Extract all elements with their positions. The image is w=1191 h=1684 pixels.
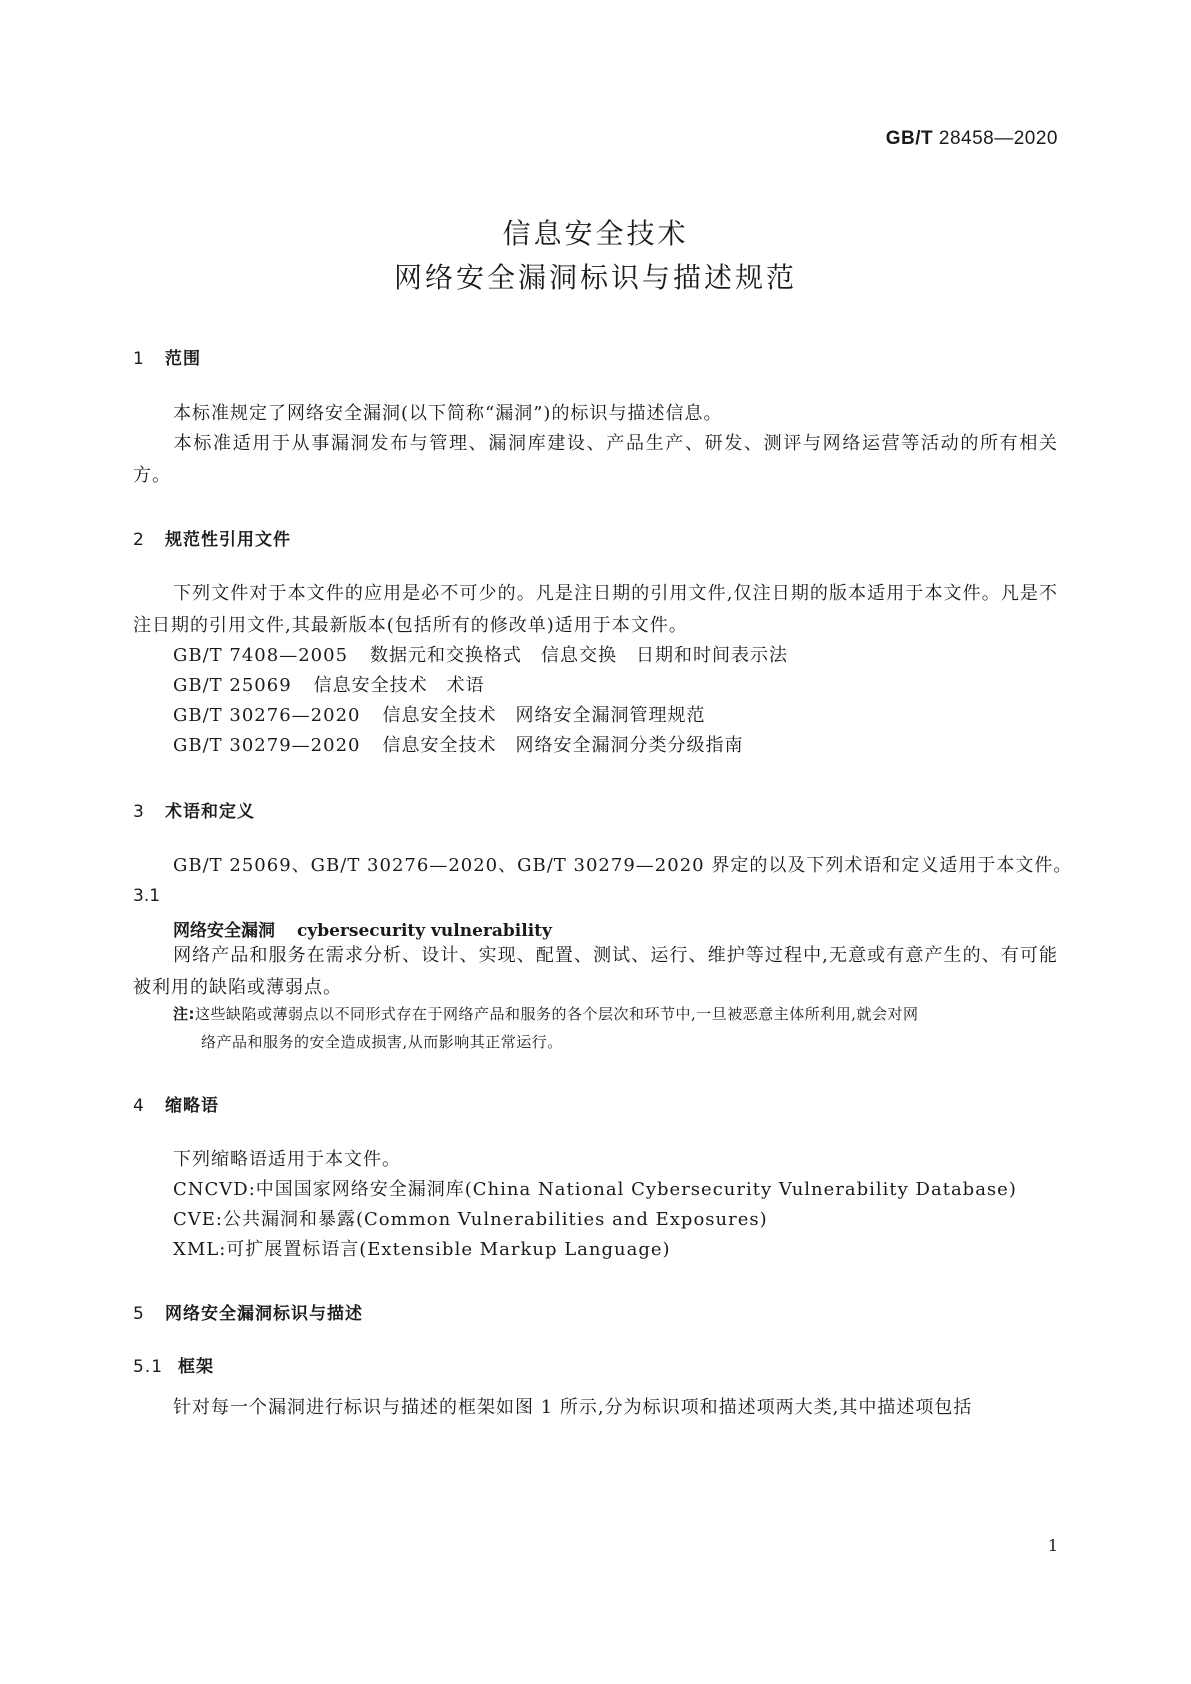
section-4-number: 4 xyxy=(133,1096,145,1116)
term-english: cybersecurity vulnerability xyxy=(297,921,552,941)
section-1-title: 范围 xyxy=(165,349,201,369)
section-1-p1-text: 本标准规定了网络安全漏洞(以下简称“漏洞”)的标识与描述信息。 xyxy=(173,403,723,424)
section-3-title: 术语和定义 xyxy=(165,802,255,822)
section-4-heading xyxy=(133,1091,219,1116)
section-1-paragraph-1 xyxy=(133,398,1058,430)
section-2-intro-text: 下列文件对于本文件的应用是必不可少的。凡是注日期的引用文件,仅注日期的版本适用于本文件。凡是不注日期的引用文件,其最新版本(包括所有的修改单)适用于本文件。 xyxy=(133,583,1058,636)
note-line-1: 这些缺陷或薄弱点以不同形式存在于网络产品和服务的各个层次和环节中,一旦被恶意主体所利用,就会对网 xyxy=(195,1005,919,1023)
ref-4-code: GB/T 30279—2020 xyxy=(173,735,361,756)
page-number: 1 xyxy=(1047,1536,1058,1555)
ref-2-code: GB/T 25069 xyxy=(173,675,292,696)
section-1-paragraph-2 xyxy=(133,428,1058,492)
section-1-p2-text: 本标准适用于从事漏洞发布与管理、漏洞库建设、产品生产、研发、测评与网络运营等活动的所有相关方。 xyxy=(133,433,1058,486)
term-number: 3.1 xyxy=(133,886,161,906)
note-label: 注: xyxy=(173,1005,195,1023)
section-2-title: 规范性引用文件 xyxy=(165,530,291,550)
standard-code xyxy=(886,128,1058,150)
section-5-1-number: 5.1 xyxy=(133,1357,164,1377)
section-5-1-p1-text: 针对每一个漏洞进行标识与描述的框架如图 1 所示,分为标识项和描述项两大类,其中描述项包括 xyxy=(173,1397,973,1418)
abbreviation-xml: XML:可扩展置标语言(Extensible Markup Language) xyxy=(173,1239,671,1260)
section-5-title: 网络安全漏洞标识与描述 xyxy=(165,1304,363,1324)
ref-3-code: GB/T 30276—2020 xyxy=(173,705,361,726)
section-2-intro xyxy=(133,578,1058,642)
normative-ref-1 xyxy=(173,640,788,672)
section-3-number: 3 xyxy=(133,802,145,822)
normative-ref-4 xyxy=(173,730,743,762)
term-heading xyxy=(173,916,552,941)
doc-title-line2: 网络安全漏洞标识与描述规范 xyxy=(393,261,797,294)
section-1-number: 1 xyxy=(133,349,145,369)
term-chinese: 网络安全漏洞 xyxy=(173,921,275,941)
abbreviation-cve: CVE:公共漏洞和暴露(Common Vulnerabilities and Exposures) xyxy=(173,1209,768,1230)
section-5-1-paragraph xyxy=(133,1392,1058,1424)
term-definition xyxy=(133,940,1058,1004)
standard-prefix: GB/T xyxy=(885,128,934,149)
section-4-intro: 下列缩略语适用于本文件。 xyxy=(173,1149,401,1170)
term-definition-text: 网络产品和服务在需求分析、设计、实现、配置、测试、运行、维护等过程中,无意或有意产生的、有可能被利用的缺陷或薄弱点。 xyxy=(133,945,1058,998)
note-line-2: 络产品和服务的安全造成损害,从而影响其正常运行。 xyxy=(201,1033,563,1051)
section-3-intro: GB/T 25069、GB/T 30276—2020、GB/T 30279—2020 界定的以及下列术语和定义适用于本文件。 xyxy=(173,855,1073,876)
section-4-title: 缩略语 xyxy=(165,1096,219,1116)
ref-3-title: 信息安全技术 网络安全漏洞管理规范 xyxy=(382,705,706,726)
section-2-heading xyxy=(133,525,291,550)
normative-ref-2 xyxy=(173,670,485,702)
section-3-heading xyxy=(133,797,255,822)
section-5-1-title: 框架 xyxy=(178,1357,214,1377)
ref-1-code: GB/T 7408—2005 xyxy=(173,645,349,666)
normative-ref-3 xyxy=(173,700,705,732)
section-5-heading xyxy=(133,1299,363,1324)
section-5-1-heading xyxy=(133,1352,214,1377)
ref-2-title: 信息安全技术 术语 xyxy=(313,675,485,696)
section-5-number: 5 xyxy=(133,1304,145,1324)
ref-4-title: 信息安全技术 网络安全漏洞分类分级指南 xyxy=(382,735,744,756)
abbreviation-cncvd: CNCVD:中国国家网络安全漏洞库(China National Cybersecurity Vulnerability Database) xyxy=(173,1179,1017,1200)
section-1-heading xyxy=(133,344,201,369)
section-2-number: 2 xyxy=(133,530,145,550)
standard-number: 28458—2020 xyxy=(938,128,1058,149)
doc-title-line1: 信息安全技术 xyxy=(502,217,689,250)
term-note xyxy=(173,1000,1058,1056)
ref-1-title: 数据元和交换格式 信息交换 日期和时间表示法 xyxy=(370,645,789,666)
